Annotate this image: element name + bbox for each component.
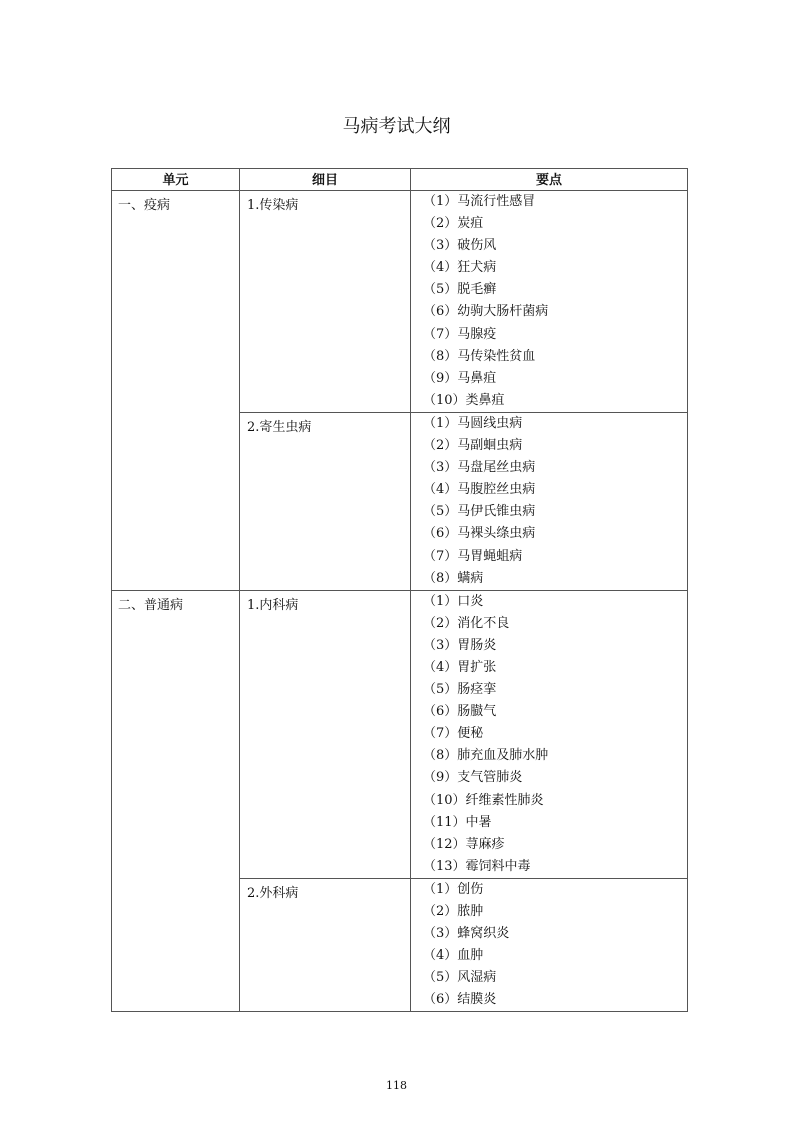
point-item: （10）类鼻疽 [423, 392, 505, 408]
point-item: （8）肺充血及肺水肿 [423, 748, 549, 764]
point-item: （13）霉饲料中毒 [423, 858, 531, 874]
point-item: （9）马鼻疽 [423, 370, 497, 386]
point-item: （3）蜂窝织炎 [423, 926, 510, 942]
point-item: （1）马圆线虫病 [423, 415, 523, 431]
points-cell [411, 191, 688, 413]
point-item: （5）脱毛癣 [423, 282, 497, 298]
point-item: （7）马腺疫 [423, 326, 497, 342]
point-item: （5）马伊氏锥虫病 [423, 504, 536, 520]
point-item: （2）炭疽 [423, 216, 484, 232]
point-item: （6）幼驹大肠杆菌病 [423, 304, 549, 320]
point-item: （2）马副蛔虫病 [423, 438, 523, 454]
header-unit: 单元 [112, 169, 240, 191]
point-item: （1）口炎 [423, 593, 484, 609]
point-item: （2）消化不良 [423, 615, 510, 631]
point-item: （11）中暑 [423, 814, 492, 830]
point-item: （6）结膜炎 [423, 992, 497, 1008]
point-item: （12）荨麻疹 [423, 836, 505, 852]
table-header-row [112, 169, 688, 191]
point-item: （8）马传染性贫血 [423, 348, 536, 364]
unit-cell: 二、普通病 [112, 590, 240, 1012]
point-item: （3）马盘尾丝虫病 [423, 460, 536, 476]
point-item: （6）肠臌气 [423, 704, 497, 720]
point-item: （3）破伤风 [423, 238, 497, 254]
syllabus-table [111, 168, 688, 1012]
point-item: （1）创伤 [423, 881, 484, 897]
page-number: 118 [386, 1079, 407, 1092]
point-item: （7）马胃蝇蛆病 [423, 548, 523, 564]
header-points: 要点 [411, 169, 688, 191]
unit-cell: 一、疫病 [112, 191, 240, 591]
point-item: （9）支气管肺炎 [423, 770, 523, 786]
points-cell [411, 878, 688, 1012]
point-item: （2）脓肿 [423, 904, 484, 919]
point-item: （5）肠痉挛 [423, 682, 497, 698]
section-cell: 1.传染病 [240, 191, 411, 413]
point-item: （1）马流行性感冒 [423, 194, 536, 209]
point-item: （10）纤维素性肺炎 [423, 792, 544, 808]
points-cell [411, 412, 688, 590]
point-item: （7）便秘 [423, 726, 484, 742]
section-cell: 2.寄生虫病 [240, 412, 411, 590]
table-row [112, 191, 688, 413]
point-item: （4）血肿 [423, 948, 484, 964]
point-item: （4）马腹腔丝虫病 [423, 482, 536, 498]
point-item: （4）狂犬病 [423, 260, 497, 276]
header-section: 细目 [240, 169, 411, 191]
section-cell: 2.外科病 [240, 878, 411, 1012]
point-item: （5）风湿病 [423, 970, 497, 986]
point-item: （8）螨病 [423, 570, 484, 586]
table-row [112, 590, 688, 878]
point-item: （4）胃扩张 [423, 659, 497, 675]
section-cell: 1.内科病 [240, 590, 411, 878]
point-item: （3）胃肠炎 [423, 637, 497, 653]
point-item: （6）马裸头绦虫病 [423, 526, 536, 542]
page-title: 马病考试大纲 [342, 116, 451, 137]
points-cell [411, 590, 688, 878]
